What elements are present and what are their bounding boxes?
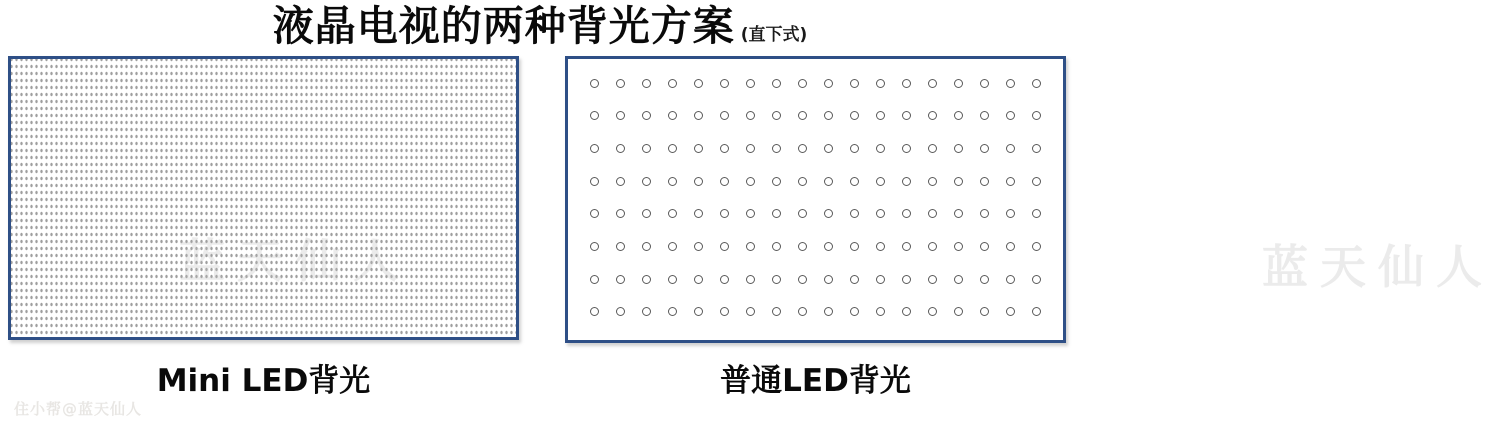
led-dot-icon — [1032, 79, 1041, 88]
led-dot-icon — [694, 209, 703, 218]
led-dot-icon — [1006, 177, 1015, 186]
led-dot-icon — [850, 79, 859, 88]
led-dot-icon — [616, 144, 625, 153]
led-dot-icon — [1032, 177, 1041, 186]
led-dot-icon — [720, 242, 729, 251]
led-dot-icon — [772, 144, 781, 153]
led-dot-icon — [720, 111, 729, 120]
led-dot-icon — [954, 242, 963, 251]
led-dot-icon — [772, 275, 781, 284]
led-dot-icon — [746, 307, 755, 316]
led-dot-icon — [798, 144, 807, 153]
led-dot-icon — [824, 79, 833, 88]
led-dot-icon — [876, 79, 885, 88]
led-dot-icon — [668, 307, 677, 316]
led-dot-icon — [720, 307, 729, 316]
led-dot-icon — [902, 275, 911, 284]
led-dot-icon — [668, 111, 677, 120]
led-dot-icon — [746, 177, 755, 186]
led-dot-icon — [1032, 111, 1041, 120]
led-dot-icon — [980, 144, 989, 153]
led-dot-icon — [954, 79, 963, 88]
regular-led-panel — [565, 56, 1494, 343]
led-dot-icon — [980, 307, 989, 316]
led-dot-icon — [694, 242, 703, 251]
led-dot-icon — [590, 307, 599, 316]
led-dot-icon — [824, 209, 833, 218]
led-dot-icon — [798, 79, 807, 88]
led-dot-icon — [642, 79, 651, 88]
led-dot-icon — [876, 111, 885, 120]
led-dot-icon — [746, 209, 755, 218]
led-dot-icon — [850, 275, 859, 284]
led-dot-icon — [1006, 144, 1015, 153]
led-dot-icon — [928, 307, 937, 316]
led-dot-icon — [746, 242, 755, 251]
led-dot-icon — [694, 144, 703, 153]
led-dot-icon — [772, 307, 781, 316]
corner-watermark: 住小帮@蓝天仙人 — [14, 400, 143, 418]
led-dot-icon — [642, 144, 651, 153]
led-dot-icon — [850, 209, 859, 218]
led-dot-icon — [720, 177, 729, 186]
led-dot-icon — [928, 177, 937, 186]
led-dot-icon — [1032, 307, 1041, 316]
led-dot-icon — [1032, 275, 1041, 284]
led-dot-icon — [798, 242, 807, 251]
led-dot-icon — [954, 111, 963, 120]
led-dot-icon — [694, 111, 703, 120]
led-dot-icon — [902, 242, 911, 251]
led-dot-icon — [720, 79, 729, 88]
led-dot-icon — [1032, 144, 1041, 153]
led-dot-icon — [798, 177, 807, 186]
led-dot-icon — [850, 307, 859, 316]
led-dot-icon — [980, 209, 989, 218]
led-dot-icon — [642, 307, 651, 316]
led-dot-icon — [902, 144, 911, 153]
led-dot-icon — [1006, 209, 1015, 218]
led-dot-icon — [954, 177, 963, 186]
led-dot-icon — [980, 177, 989, 186]
led-dot-icon — [876, 307, 885, 316]
led-dot-icon — [798, 111, 807, 120]
led-dot-icon — [876, 209, 885, 218]
led-dot-icon — [616, 111, 625, 120]
led-dot-icon — [642, 111, 651, 120]
led-dot-icon — [928, 79, 937, 88]
led-dot-icon — [850, 242, 859, 251]
led-dot-icon — [980, 275, 989, 284]
led-dot-icon — [590, 144, 599, 153]
led-dot-icon — [1006, 242, 1015, 251]
led-dot-icon — [772, 209, 781, 218]
led-dot-icon — [876, 275, 885, 284]
led-dot-icon — [928, 209, 937, 218]
title-text: 液晶电视的两种背光方案 — [272, 2, 735, 50]
led-dot-icon — [668, 275, 677, 284]
led-dot-icon — [746, 79, 755, 88]
led-dot-icon — [746, 275, 755, 284]
led-dot-icon — [1006, 275, 1015, 284]
led-dot-icon — [746, 111, 755, 120]
led-dot-icon — [590, 242, 599, 251]
led-dot-icon — [720, 144, 729, 153]
led-dot-icon — [668, 144, 677, 153]
led-dot-icon — [902, 307, 911, 316]
mini-led-label: Mini LED背光 — [156, 363, 371, 399]
led-dot-icon — [616, 177, 625, 186]
led-dot-icon — [954, 275, 963, 284]
led-dot-icon — [928, 144, 937, 153]
led-dot-icon — [668, 242, 677, 251]
led-dot-icon — [902, 177, 911, 186]
led-dot-icon — [720, 275, 729, 284]
led-dot-icon — [642, 242, 651, 251]
led-dot-icon — [772, 242, 781, 251]
led-dot-icon — [694, 275, 703, 284]
mini-led-panel — [8, 56, 519, 340]
led-dot-icon — [590, 177, 599, 186]
led-dot-icon — [824, 111, 833, 120]
led-dot-icon — [824, 275, 833, 284]
led-dot-icon — [746, 144, 755, 153]
led-dot-icon — [772, 79, 781, 88]
led-dot-icon — [590, 79, 599, 88]
led-dot-icon — [902, 209, 911, 218]
led-dot-icon — [798, 275, 807, 284]
led-dot-icon — [1006, 111, 1015, 120]
led-dot-icon — [694, 79, 703, 88]
led-dot-icon — [616, 79, 625, 88]
led-dot-icon — [824, 144, 833, 153]
title-subtitle: (直下式) — [740, 25, 808, 45]
page-title — [0, 0, 1080, 52]
led-dot-icon — [902, 111, 911, 120]
led-dot-icon — [850, 111, 859, 120]
led-dot-icon — [980, 242, 989, 251]
led-dot-icon — [954, 144, 963, 153]
led-dot-icon — [642, 209, 651, 218]
led-dot-icon — [954, 209, 963, 218]
led-dot-icon — [668, 79, 677, 88]
led-dot-icon — [824, 307, 833, 316]
watermark-mini-panel: 蓝天仙人 — [179, 234, 411, 288]
led-dot-icon — [876, 242, 885, 251]
led-dot-icon — [694, 307, 703, 316]
led-dot-icon — [980, 111, 989, 120]
led-dot-icon — [590, 209, 599, 218]
led-dot-icon — [928, 275, 937, 284]
led-dot-icon — [876, 144, 885, 153]
led-dot-icon — [616, 307, 625, 316]
led-dot-icon — [668, 177, 677, 186]
led-dot-icon — [1032, 209, 1041, 218]
led-dot-icon — [720, 209, 729, 218]
led-circle-grid — [568, 59, 1063, 340]
led-dot-icon — [694, 177, 703, 186]
led-dot-icon — [642, 177, 651, 186]
led-dot-icon — [772, 111, 781, 120]
led-dot-icon — [1006, 307, 1015, 316]
led-dot-icon — [850, 177, 859, 186]
led-dot-icon — [902, 79, 911, 88]
led-dot-icon — [824, 242, 833, 251]
led-dot-icon — [876, 177, 885, 186]
led-dot-icon — [1032, 242, 1041, 251]
led-dot-icon — [928, 242, 937, 251]
led-dot-icon — [616, 275, 625, 284]
led-dot-icon — [590, 111, 599, 120]
led-dot-icon — [798, 307, 807, 316]
led-dot-icon — [928, 111, 937, 120]
led-dot-icon — [824, 177, 833, 186]
led-dot-icon — [798, 209, 807, 218]
led-dot-icon — [616, 242, 625, 251]
led-dot-icon — [668, 209, 677, 218]
led-dot-icon — [980, 79, 989, 88]
led-dot-icon — [1006, 79, 1015, 88]
led-dot-icon — [954, 307, 963, 316]
watermark-led-panel: 蓝天仙人 — [1262, 240, 1494, 294]
led-dot-icon — [642, 275, 651, 284]
led-dot-icon — [850, 144, 859, 153]
regular-led-label: 普通LED背光 — [720, 363, 911, 399]
led-dot-icon — [616, 209, 625, 218]
led-dot-icon — [590, 275, 599, 284]
led-dot-icon — [772, 177, 781, 186]
